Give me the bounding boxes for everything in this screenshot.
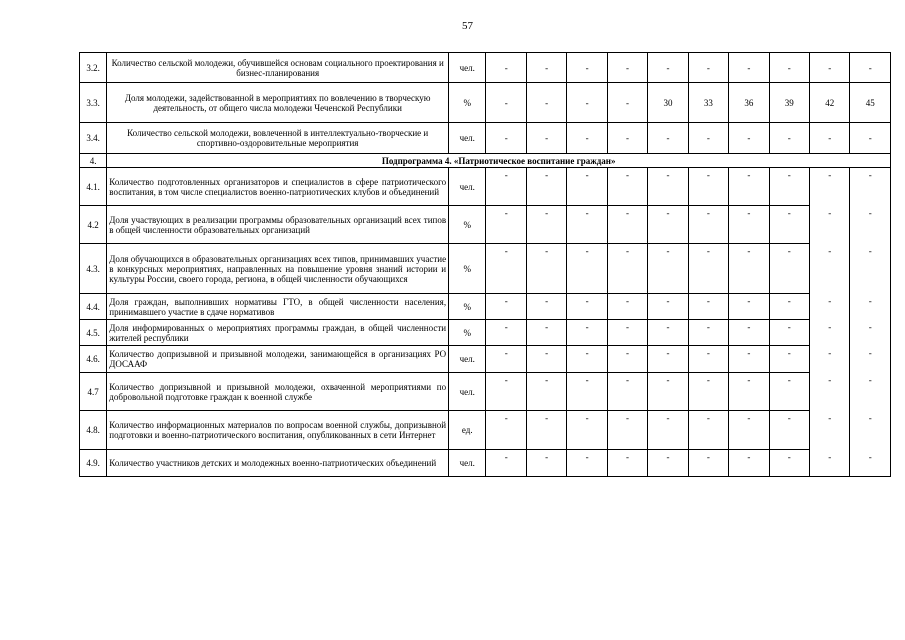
value-cell: -	[850, 411, 891, 450]
value-cell: -	[567, 168, 607, 206]
value-cell: -	[607, 168, 647, 206]
value-cell: -	[850, 450, 891, 477]
value-cell: -	[729, 320, 769, 346]
value-cell: -	[607, 244, 647, 294]
table-body-a	[80, 53, 891, 168]
value-cell: -	[850, 53, 891, 83]
value-cell: -	[769, 450, 809, 477]
row-number: 4.6.	[80, 346, 107, 373]
value-cell: -	[769, 206, 809, 244]
value-cell: -	[769, 411, 809, 450]
value-cell: -	[648, 168, 688, 206]
value-cell: 30	[648, 83, 688, 123]
value-cell: -	[809, 294, 849, 320]
value-cell: -	[648, 53, 688, 83]
value-cell: -	[486, 123, 526, 154]
indicator-name: Количество подготовленных организаторов и специалистов в сфере патриотического воспитания, в том числе специалистов военно-патриотических клубов и объединений	[107, 168, 449, 206]
value-cell: -	[850, 346, 891, 373]
value-cell: -	[607, 294, 647, 320]
unit-cell: чел.	[449, 373, 486, 411]
value-cell: -	[688, 373, 728, 411]
value-cell: -	[607, 450, 647, 477]
table-row	[80, 320, 891, 346]
unit-cell: ед.	[449, 411, 486, 450]
unit-cell: %	[449, 294, 486, 320]
value-cell: -	[850, 320, 891, 346]
value-cell: -	[567, 123, 607, 154]
value-cell: -	[526, 83, 566, 123]
row-number: 3.3.	[80, 83, 107, 123]
value-cell: -	[607, 53, 647, 83]
indicator-name: Количество сельской молодежи, обучившейся основам социального проектирования и бизнес-планирования	[107, 53, 449, 83]
value-cell: -	[688, 411, 728, 450]
indicator-name: Количество информационных материалов по вопросам военной службы, допризывной подготовки и военно-патриотического воспитания, опубликованных в сети Интернет	[107, 411, 449, 450]
value-cell: -	[486, 53, 526, 83]
value-cell: 45	[850, 83, 891, 123]
value-cell: -	[729, 206, 769, 244]
value-cell: -	[526, 346, 566, 373]
unit-cell: %	[449, 206, 486, 244]
value-cell: -	[607, 83, 647, 123]
row-number: 4.1.	[80, 168, 107, 206]
row-number: 4.8.	[80, 411, 107, 450]
value-cell: -	[526, 53, 566, 83]
section-title: Подпрограмма 4. «Патриотическое воспитание граждан»	[107, 154, 891, 168]
value-cell: -	[567, 411, 607, 450]
value-cell: -	[729, 123, 769, 154]
value-cell: -	[688, 206, 728, 244]
value-cell: -	[648, 320, 688, 346]
value-cell: -	[850, 168, 891, 206]
value-cell: -	[809, 450, 849, 477]
value-cell: -	[809, 373, 849, 411]
unit-cell: %	[449, 244, 486, 294]
value-cell: -	[607, 123, 647, 154]
indicators-table	[79, 52, 891, 477]
table-row	[80, 346, 891, 373]
table-body-b	[80, 168, 891, 477]
value-cell: -	[567, 83, 607, 123]
value-cell: -	[769, 346, 809, 373]
row-number: 3.4.	[80, 123, 107, 154]
value-cell: -	[607, 320, 647, 346]
value-cell: -	[688, 53, 728, 83]
value-cell: -	[526, 123, 566, 154]
value-cell: 42	[809, 83, 849, 123]
section-row	[80, 154, 891, 168]
value-cell: -	[648, 450, 688, 477]
value-cell: -	[809, 123, 849, 154]
value-cell: -	[809, 206, 849, 244]
value-cell: 39	[769, 83, 809, 123]
indicator-name: Доля молодежи, задействованной в мероприятиях по вовлечению в творческую деятельность, от общего числа молодежи Чеченской Республики	[107, 83, 449, 123]
table-row	[80, 83, 891, 123]
value-cell: -	[567, 450, 607, 477]
value-cell: -	[486, 346, 526, 373]
table-row	[80, 411, 891, 450]
value-cell: -	[729, 450, 769, 477]
value-cell: -	[729, 168, 769, 206]
value-cell: -	[526, 244, 566, 294]
value-cell: -	[648, 346, 688, 373]
value-cell: -	[769, 244, 809, 294]
value-cell: -	[648, 294, 688, 320]
value-cell: -	[486, 450, 526, 477]
value-cell: -	[688, 450, 728, 477]
value-cell: -	[607, 346, 647, 373]
row-number: 4.7	[80, 373, 107, 411]
value-cell: -	[648, 373, 688, 411]
unit-cell: чел.	[449, 53, 486, 83]
value-cell: -	[526, 168, 566, 206]
value-cell: -	[526, 450, 566, 477]
value-cell: -	[809, 244, 849, 294]
section-number: 4.	[80, 154, 107, 168]
indicator-name: Количество допризывной и призывной молодежи, охваченной мероприятиями по добровольной подготовке граждан к военной службе	[107, 373, 449, 411]
value-cell: -	[729, 244, 769, 294]
value-cell: -	[769, 294, 809, 320]
value-cell: -	[486, 320, 526, 346]
value-cell: -	[648, 244, 688, 294]
value-cell: -	[648, 411, 688, 450]
value-cell: -	[688, 320, 728, 346]
table-row	[80, 373, 891, 411]
value-cell: -	[809, 411, 849, 450]
value-cell: -	[567, 320, 607, 346]
value-cell: -	[486, 244, 526, 294]
value-cell: -	[567, 373, 607, 411]
value-cell: -	[850, 244, 891, 294]
value-cell: -	[809, 320, 849, 346]
indicator-name: Доля граждан, выполнивших нормативы ГТО, в общей численности населения, принимавшего участие в сдаче нормативов	[107, 294, 449, 320]
value-cell: -	[809, 53, 849, 83]
value-cell: -	[567, 53, 607, 83]
row-number: 4.9.	[80, 450, 107, 477]
value-cell: 33	[688, 83, 728, 123]
table-row	[80, 53, 891, 83]
indicator-name: Количество сельской молодежи, вовлеченной в интеллектуально-творческие и спортивно-оздоровительные мероприятия	[107, 123, 449, 154]
value-cell: -	[526, 206, 566, 244]
value-cell: 36	[729, 83, 769, 123]
value-cell: -	[729, 294, 769, 320]
value-cell: -	[567, 294, 607, 320]
value-cell: -	[729, 346, 769, 373]
unit-cell: чел.	[449, 168, 486, 206]
value-cell: -	[769, 320, 809, 346]
value-cell: -	[769, 53, 809, 83]
indicator-name: Доля участвующих в реализации программы образовательных организаций всех типов в общей численности образовательных организаций	[107, 206, 449, 244]
indicator-name: Количество участников детских и молодежных военно-патриотических объединений	[107, 450, 449, 477]
unit-cell: %	[449, 320, 486, 346]
value-cell: -	[688, 346, 728, 373]
value-cell: -	[729, 53, 769, 83]
value-cell: -	[769, 373, 809, 411]
table-row	[80, 450, 891, 477]
table-row	[80, 168, 891, 206]
value-cell: -	[769, 123, 809, 154]
value-cell: -	[526, 411, 566, 450]
value-cell: -	[567, 206, 607, 244]
table-row	[80, 244, 891, 294]
table-row	[80, 294, 891, 320]
unit-cell: чел.	[449, 346, 486, 373]
value-cell: -	[486, 294, 526, 320]
value-cell: -	[607, 206, 647, 244]
value-cell: -	[486, 411, 526, 450]
value-cell: -	[486, 83, 526, 123]
value-cell: -	[850, 206, 891, 244]
row-number: 3.2.	[80, 53, 107, 83]
value-cell: -	[809, 346, 849, 373]
value-cell: -	[486, 373, 526, 411]
value-cell: -	[607, 373, 647, 411]
value-cell: -	[526, 294, 566, 320]
value-cell: -	[850, 123, 891, 154]
row-number: 4.2	[80, 206, 107, 244]
row-number: 4.5.	[80, 320, 107, 346]
value-cell: -	[809, 168, 849, 206]
value-cell: -	[688, 168, 728, 206]
value-cell: -	[486, 206, 526, 244]
value-cell: -	[688, 294, 728, 320]
page-number: 57	[462, 20, 473, 32]
value-cell: -	[729, 373, 769, 411]
value-cell: -	[850, 373, 891, 411]
value-cell: -	[526, 373, 566, 411]
value-cell: -	[526, 320, 566, 346]
value-cell: -	[486, 168, 526, 206]
value-cell: -	[607, 411, 647, 450]
unit-cell: чел.	[449, 450, 486, 477]
indicator-name: Доля информированных о мероприятиях программы граждан, в общей численности жителей республики	[107, 320, 449, 346]
value-cell: -	[850, 294, 891, 320]
value-cell: -	[769, 168, 809, 206]
table-row	[80, 206, 891, 244]
unit-cell: %	[449, 83, 486, 123]
row-number: 4.3.	[80, 244, 107, 294]
value-cell: -	[729, 411, 769, 450]
indicator-name: Доля обучающихся в образовательных организациях всех типов, принимавших участие в конкурсных мероприятиях, направленных на повышение уровня знаний истории и культуры России, своего города, региона, в общей численности обучающихся	[107, 244, 449, 294]
value-cell: -	[648, 206, 688, 244]
table-row	[80, 123, 891, 154]
value-cell: -	[688, 244, 728, 294]
indicator-name: Количество допризывной и призывной молодежи, занимающейся в организациях РО ДОСААФ	[107, 346, 449, 373]
value-cell: -	[567, 346, 607, 373]
value-cell: -	[648, 123, 688, 154]
value-cell: -	[567, 244, 607, 294]
value-cell: -	[688, 123, 728, 154]
row-number: 4.4.	[80, 294, 107, 320]
unit-cell: чел.	[449, 123, 486, 154]
